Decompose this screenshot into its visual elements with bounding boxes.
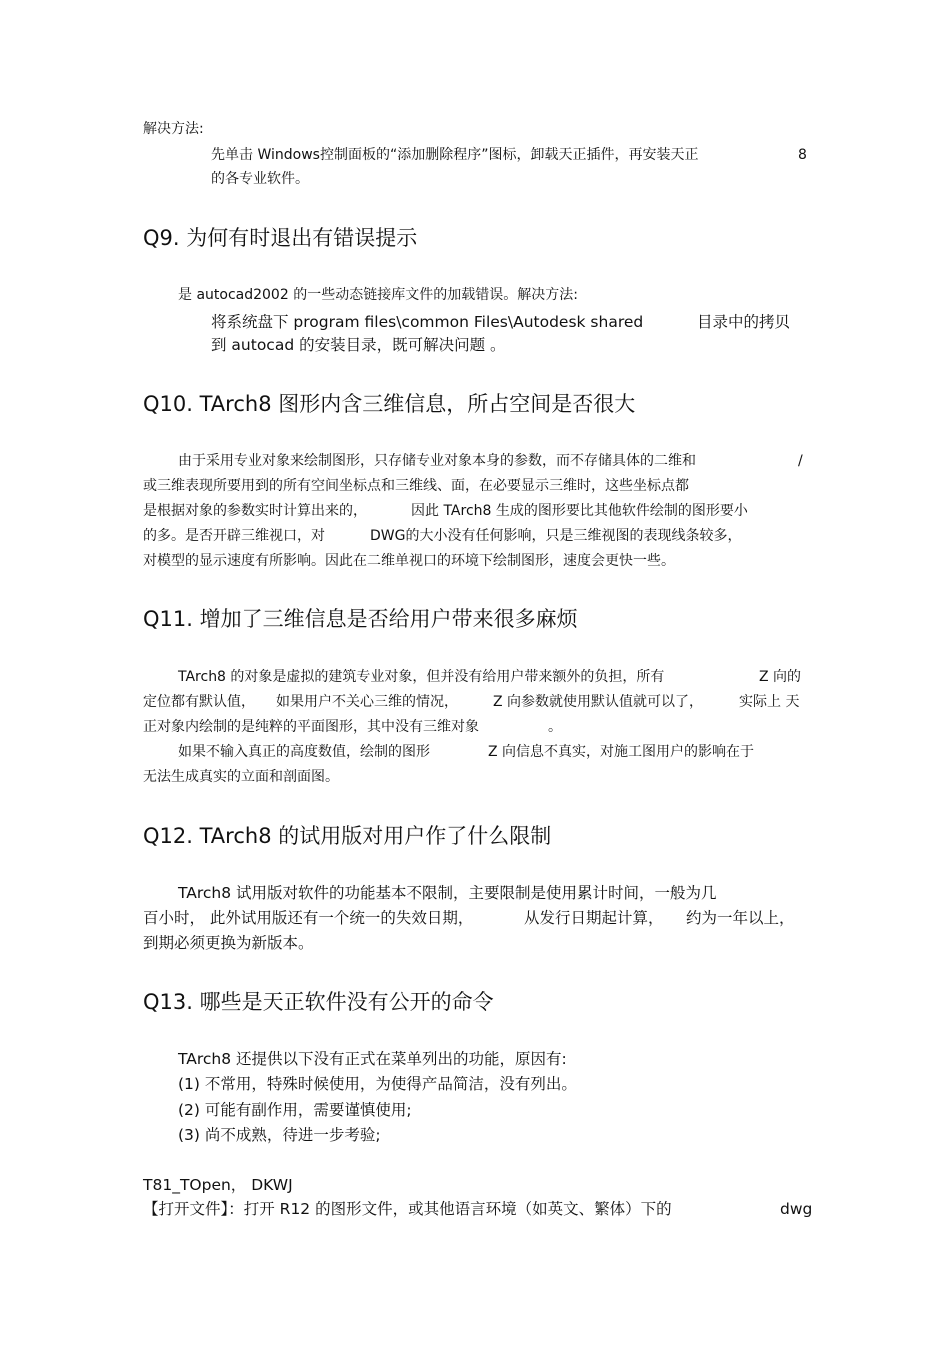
q11-line-1b: Z 向的	[759, 669, 802, 685]
q11-line-2b: 如果用户不关心三维的情况，	[276, 694, 458, 710]
q10-line-1: 由于采用专业对象来绘制图形，只存储专业对象本身的参数，而不存储具体的二维和	[178, 453, 696, 469]
q11-line-2c: Z 向参数就使用默认值就可以了，	[493, 694, 704, 710]
q13-desc-end: dwg	[780, 1200, 813, 1218]
q10-line-2: 或三维表现所要用到的所有空间坐标点和三维线、面，在必要显示三维时，这些坐标点都	[143, 478, 689, 494]
q11-line-3a: 正对象内绘制的是纯粹的平面图形，其中没有三维对象	[143, 719, 479, 735]
q9-heading: Q9. 为何有时退出有错误提示	[143, 226, 418, 250]
q11-line-2d: 实际上 天	[739, 694, 800, 710]
q9-para-2-end: 目录中的拷贝	[697, 313, 791, 331]
solution-label: 解决方法:	[143, 121, 204, 137]
q11-heading: Q11. 增加了三维信息是否给用户带来很多麻烦	[143, 607, 578, 631]
q12-line-2b: 从发行日期起计算，	[524, 909, 664, 927]
q11-line-2a: 定位都有默认值，	[143, 694, 255, 710]
q13-item-2: (2) 可能有副作用，需要谨慎使用;	[178, 1101, 412, 1119]
q9-para-1: 是 autocad2002 的一些动态链接库文件的加载错误。解决方法:	[178, 287, 578, 303]
solution-text-1-end: 8	[798, 147, 807, 163]
q10-line-5: 对模型的显示速度有所影响。因此在二维单视口的环境下绘制图形，速度会更快一些。	[143, 553, 675, 569]
q11-line-4b: Z 向信息不真实，对施工图用户的影响在于	[488, 744, 755, 760]
q12-heading: Q12. TArch8 的试用版对用户作了什么限制	[143, 824, 552, 848]
q13-desc: 【打开文件】：打开 R12 的图形文件，或其他语言环境（如英文、繁体）下的	[143, 1200, 672, 1218]
q13-command: T81_TOpen， DKWJ	[143, 1176, 293, 1194]
q9-para-3: 到 autocad 的安装目录，既可解决问题 。	[211, 336, 506, 354]
q10-line-3a: 是根据对象的参数实时计算出来的，	[143, 503, 367, 519]
solution-text-2: 的各专业软件。	[211, 171, 309, 187]
q12-line-1: TArch8 试用版对软件的功能基本不限制，主要限制是使用累计时间，一般为几	[178, 884, 717, 902]
q11-line-4a: 如果不输入真正的高度数值，绘制的图形	[178, 744, 430, 760]
q13-item-3: (3) 尚不成熟，待进一步考验;	[178, 1126, 381, 1144]
q10-heading: Q10. TArch8 图形内含三维信息，所占空间是否很大	[143, 392, 636, 416]
q10-line-4b: DWG的大小没有任何影响，只是三维视图的表现线条较多，	[370, 528, 742, 544]
q10-line-4a: 的多。是否开辟三维视口，对	[143, 528, 325, 544]
q13-item-1: (1) 不常用，特殊时候使用，为使得产品简洁，没有列出。	[178, 1075, 577, 1093]
q10-line-1-end: /	[798, 453, 803, 469]
q12-line-2c: 约为一年以上，	[686, 909, 795, 927]
q13-heading: Q13. 哪些是天正软件没有公开的命令	[143, 990, 494, 1014]
q10-line-3b: 因此 TArch8 生成的图形要比其他软件绘制的图形要小	[411, 503, 748, 519]
q13-intro: TArch8 还提供以下没有正式在菜单列出的功能，原因有:	[178, 1050, 567, 1068]
q11-line-1a: TArch8 的对象是虚拟的建筑专业对象，但并没有给用户带来额外的负担，所有	[178, 669, 665, 685]
q11-line-5: 无法生成真实的立面和剖面图。	[143, 769, 339, 785]
q12-line-3: 到期必须更换为新版本。	[143, 934, 314, 952]
q12-line-2a: 百小时， 此外试用版还有一个统一的失效日期，	[143, 909, 474, 927]
solution-text-1: 先单击 Windows控制面板的“添加删除程序”图标，卸载天正插件，再安装天正	[211, 147, 699, 163]
q9-para-2: 将系统盘下 program files\common Files\Autodesk shared	[211, 313, 644, 331]
q11-line-3b: 。	[548, 719, 562, 735]
